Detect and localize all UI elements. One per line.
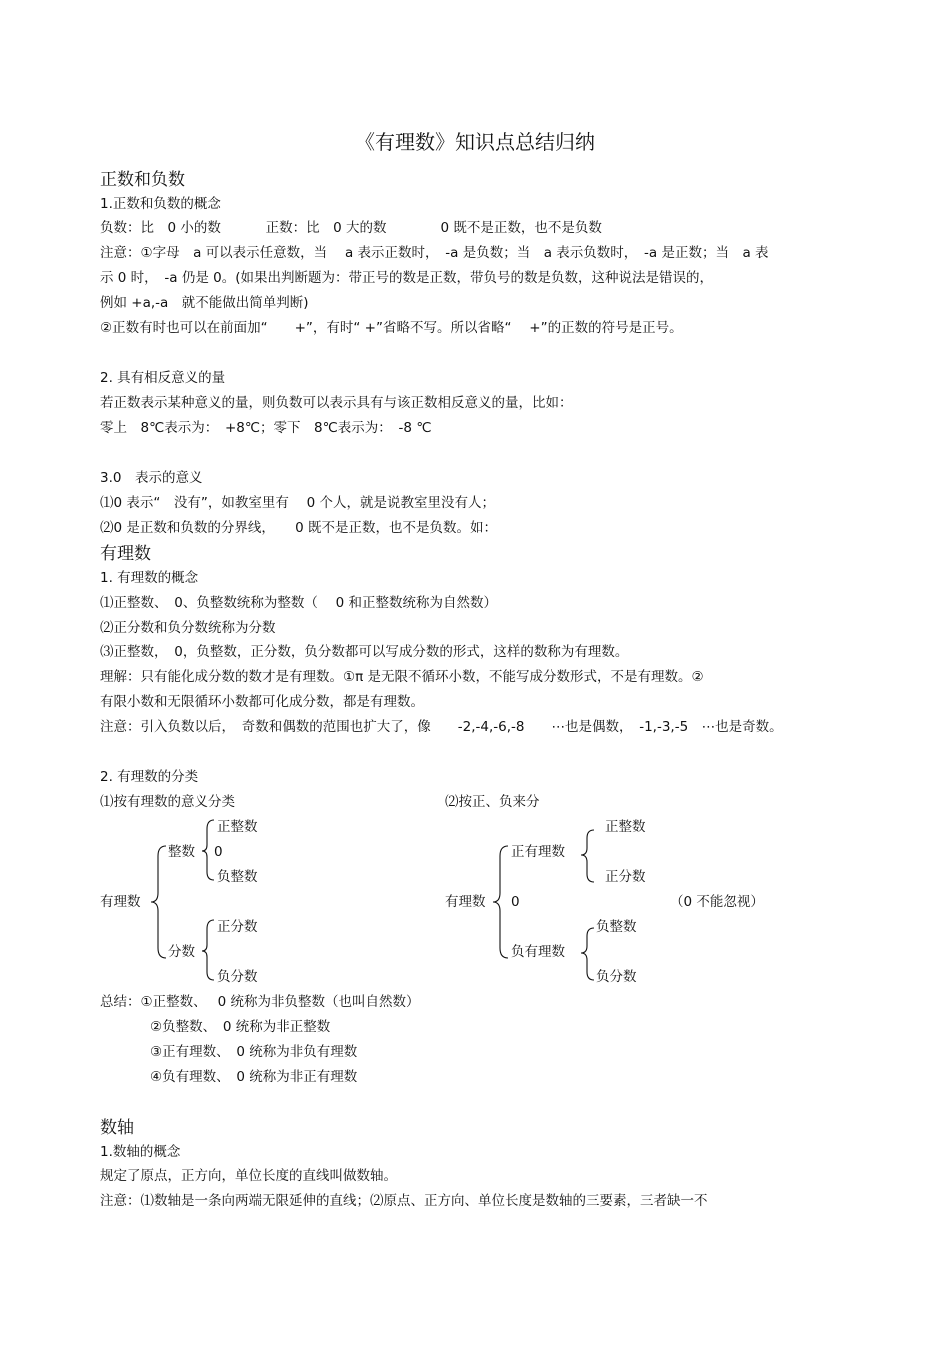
right-positive-brace [581,830,594,882]
text-line: 示 0 时， -a 仍是 0。(如果出判断题为：带正号的数是正数，带负号的数是负数，这种说法是错误的， [100,270,714,286]
left-root-label: 有理数 [100,894,141,910]
text-line: 注意：引入负数以后， 奇数和偶数的范围也扩大了，像 -2,-4,-6,-8 ⋯也是偶数， -1,-3,-5 ⋯也是奇数。 [100,719,783,735]
text-line: ⑵0 是正数和负数的分界线， 0 既不是正数，也不是负数。如： [100,520,498,536]
right-neg-frac-label: 负分数 [596,969,637,985]
text-line: 例如 +a,-a 就不能做出简单判断) [100,295,309,311]
page-title: 《有理数》知识点总结归纳 [355,130,595,154]
text-line: 3.0 表示的意义 [100,470,203,486]
right-positive-label: 正有理数 [511,844,565,860]
text-line: 2. 有理数的分类 [100,769,199,785]
text-line: ④负有理数、 0 统称为非正有理数 [150,1069,358,1085]
text-line: 总结：①正整数、 0 统称为非负整数（也叫自然数） [100,994,420,1010]
text-line: 零上 8℃表示为： +8℃；零下 8℃表示为： -8 ℃ [100,420,432,436]
section-heading-number-line: 数轴 [100,1118,134,1138]
right-diagram-caption: ⑵按正、负来分 [445,794,540,810]
text-line: 有限小数和无限循环小数都可化成分数，都是有理数。 [100,694,424,710]
left-pos-int-label: 正整数 [217,819,258,835]
text-line: ②负整数、 0 统称为非正整数 [150,1019,331,1035]
right-pos-int-label: 正整数 [605,819,646,835]
text-line: 负数：比 0 小的数 正数：比 0 大的数 0 既不是正数，也不是负数 [100,220,602,236]
text-line: 规定了原点，正方向，单位长度的直线叫做数轴。 [100,1168,397,1184]
left-diagram-caption: ⑴按有理数的意义分类 [100,794,235,810]
left-zero-label: 0 [214,844,223,860]
text-line: 若正数表示某种意义的量，则负数可以表示具有与该正数相反意义的量，比如： [100,395,573,411]
left-pos-frac-label: 正分数 [217,919,258,935]
right-zero-label: 0 [511,894,520,910]
left-neg-frac-label: 负分数 [217,969,258,985]
left-root-brace [151,846,166,958]
right-root-label: 有理数 [445,894,486,910]
text-line: ⑴正整数、 0、负整数统称为整数（ 0 和正整数统称为自然数） [100,595,498,611]
left-integer-label: 整数 [168,844,195,860]
text-line: ③正有理数、 0 统称为非负有理数 [150,1044,358,1060]
text-line: 注意：①字母 a 可以表示任意数，当 a 表示正数时， -a 是负数；当 a 表示负数时， -a 是正数；当 a 表 [100,245,769,261]
text-line: 注意：⑴数轴是一条向两端无限延伸的直线；⑵原点、正方向、单位长度是数轴的三要素，三者缺一不 [100,1193,708,1209]
right-negative-brace [581,928,594,980]
text-line: ⑴0 表示“ 没有”，如教室里有 0 个人，就是说教室里没有人； [100,495,496,511]
text-line: ⑵正分数和负分数统称为分数 [100,620,276,636]
section-heading-positive-negative: 正数和负数 [100,170,185,190]
right-pos-frac-label: 正分数 [605,869,646,885]
text-line: 理解：只有能化成分数的数才是有理数。①π 是无限不循环小数，不能写成分数形式，不是有理数。② [100,669,704,685]
text-line: 2. 具有相反意义的量 [100,370,226,386]
text-line: ②正数有时也可以在前面加“ +”，有时“ +”省略不写。所以省略“ +”的正数的符号是正号。 [100,320,683,336]
right-root-brace [493,846,508,958]
text-line: 1.正数和负数的概念 [100,196,221,212]
text-line: ⑶正整数， 0，负整数，正分数，负分数都可以写成分数的形式，这样的数称为有理数。 [100,644,629,660]
right-zero-note: （0 不能忽视） [670,894,764,910]
right-neg-int-label: 负整数 [596,919,637,935]
text-line: 1. 有理数的概念 [100,570,199,586]
left-fraction-label: 分数 [168,944,195,960]
left-integer-brace [202,820,214,880]
section-heading-rational: 有理数 [100,544,151,564]
right-negative-label: 负有理数 [511,944,565,960]
left-fraction-brace [202,920,214,980]
left-neg-int-label: 负整数 [217,869,258,885]
text-line: 1.数轴的概念 [100,1144,181,1160]
